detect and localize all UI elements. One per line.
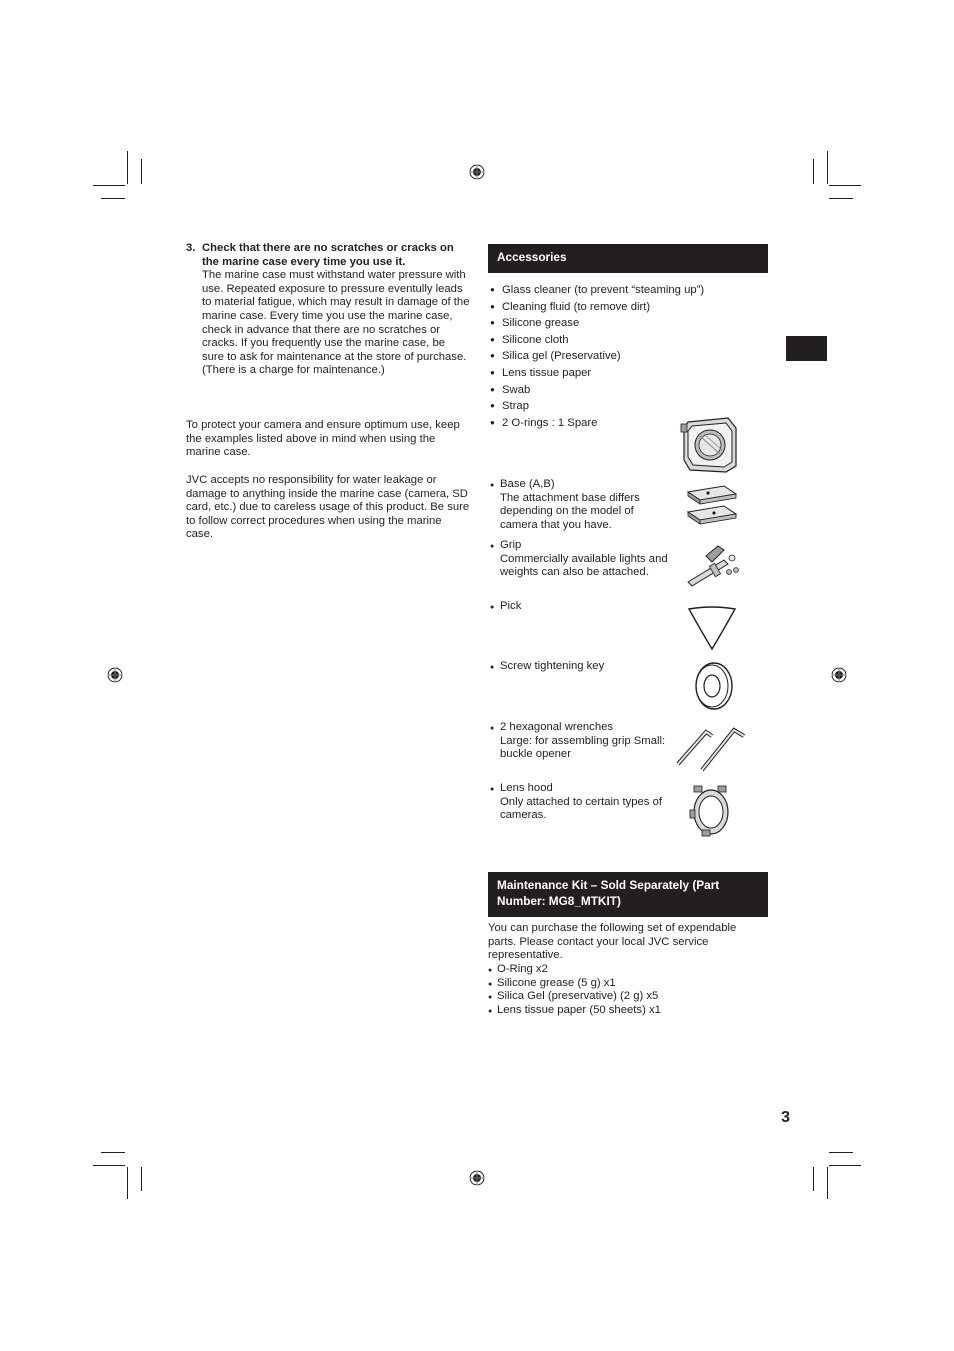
accessory-hex-wrenches bbox=[490, 721, 670, 762]
accessories-heading bbox=[488, 244, 768, 273]
base-plates-illustration bbox=[684, 484, 740, 528]
list-item: ● O-Ring x2 bbox=[488, 963, 768, 977]
item-label: ● Grip bbox=[490, 539, 670, 553]
item-label: ● Lens hood bbox=[490, 782, 670, 796]
accessory-screw-key bbox=[490, 660, 670, 674]
pick-illustration bbox=[686, 605, 738, 651]
protect-paragraph: To protect your camera and ensure optimum use, keep the examples listed above in mind when using the marine case. bbox=[186, 419, 460, 459]
list-item: ● Silicone cloth bbox=[490, 332, 730, 349]
screw-key-illustration bbox=[690, 660, 736, 712]
list-item: ● Swab bbox=[490, 382, 730, 399]
maintenance-intro: You can purchase the following set of expendable parts. Please contact your local JVC service representative. bbox=[488, 922, 737, 962]
list-item: ● Cleaning fluid (to remove dirt) bbox=[490, 299, 730, 316]
item-label: ● Screw tightening key bbox=[490, 660, 670, 674]
registration-mark-icon bbox=[469, 164, 485, 180]
registration-mark-icon bbox=[831, 667, 847, 683]
step-number: 3. bbox=[186, 242, 196, 254]
item-label: ● Base (A,B) bbox=[490, 478, 670, 492]
maintenance-heading bbox=[488, 872, 768, 917]
maintenance-heading-text: Maintenance Kit – Sold Separately (Part Number: MG8_MTKIT) bbox=[497, 878, 720, 908]
step-body: The marine case must withstand water pressure with use. Repeated exposure to pressure eventully leads to material fatigue, which may result in damage of the marine case. Every time you use the marine case, check in advance that there are no scratches or cracks. If you frequently use the marine case, be sure to ask for maintenance at the store of purchase. (There is a charge for maintenance.) bbox=[202, 269, 470, 377]
list-item: ● 2 O-rings : 1 Spare bbox=[490, 415, 730, 432]
accessory-lens-hood bbox=[490, 782, 670, 823]
item-desc: Large: for assembling grip Small: buckle opener bbox=[500, 734, 666, 761]
accessory-base bbox=[490, 478, 670, 532]
registration-mark-icon bbox=[107, 667, 123, 683]
lens-hood-illustration bbox=[688, 784, 732, 838]
list-item: ● Strap bbox=[490, 398, 730, 415]
item-label: ● 2 hexagonal wrenches bbox=[490, 721, 670, 735]
item-desc: The attachment base differs depending on the model of camera that you have. bbox=[500, 491, 640, 531]
step-heading: Check that there are no scratches or cracks on the marine case every time you use it. bbox=[202, 242, 454, 268]
maintenance-list bbox=[488, 963, 768, 1017]
hex-wrenches-illustration bbox=[674, 724, 750, 774]
side-tab bbox=[786, 336, 827, 361]
o-ring-illustration bbox=[680, 414, 740, 474]
list-item: ● Lens tissue paper (50 sheets) x1 bbox=[488, 1004, 768, 1018]
accessory-pick bbox=[490, 600, 670, 614]
list-item: ● Lens tissue paper bbox=[490, 365, 730, 382]
list-item: ● Glass cleaner (to prevent “steaming up”) bbox=[490, 282, 730, 299]
registration-mark-icon bbox=[469, 1170, 485, 1186]
item-desc: Only attached to certain types of cameras. bbox=[500, 795, 663, 822]
jvc-disclaimer-paragraph: JVC accepts no responsibility for water leakage or damage to anything inside the marine case (camera, SD card, etc.) due to careless usage of this product. Be sure to follow correct procedures when using the marine case. bbox=[186, 474, 470, 541]
page-number: 3 bbox=[781, 1109, 790, 1126]
item-desc: Commercially available lights and weights can also be attached. bbox=[500, 552, 668, 579]
accessories-list bbox=[490, 282, 730, 431]
step-3 bbox=[186, 242, 470, 378]
accessory-grip bbox=[490, 539, 670, 580]
list-item: ● Silicone grease bbox=[490, 315, 730, 332]
list-item: ● Silica gel (Preservative) bbox=[490, 348, 730, 365]
list-item: ● Silica Gel (preservative) (2 g) x5 bbox=[488, 990, 768, 1004]
item-label: ● Pick bbox=[490, 600, 670, 614]
grip-illustration bbox=[684, 542, 744, 588]
accessories-heading-text: Accessories bbox=[497, 250, 567, 264]
list-item: ● Silicone grease (5 g) x1 bbox=[488, 977, 768, 991]
